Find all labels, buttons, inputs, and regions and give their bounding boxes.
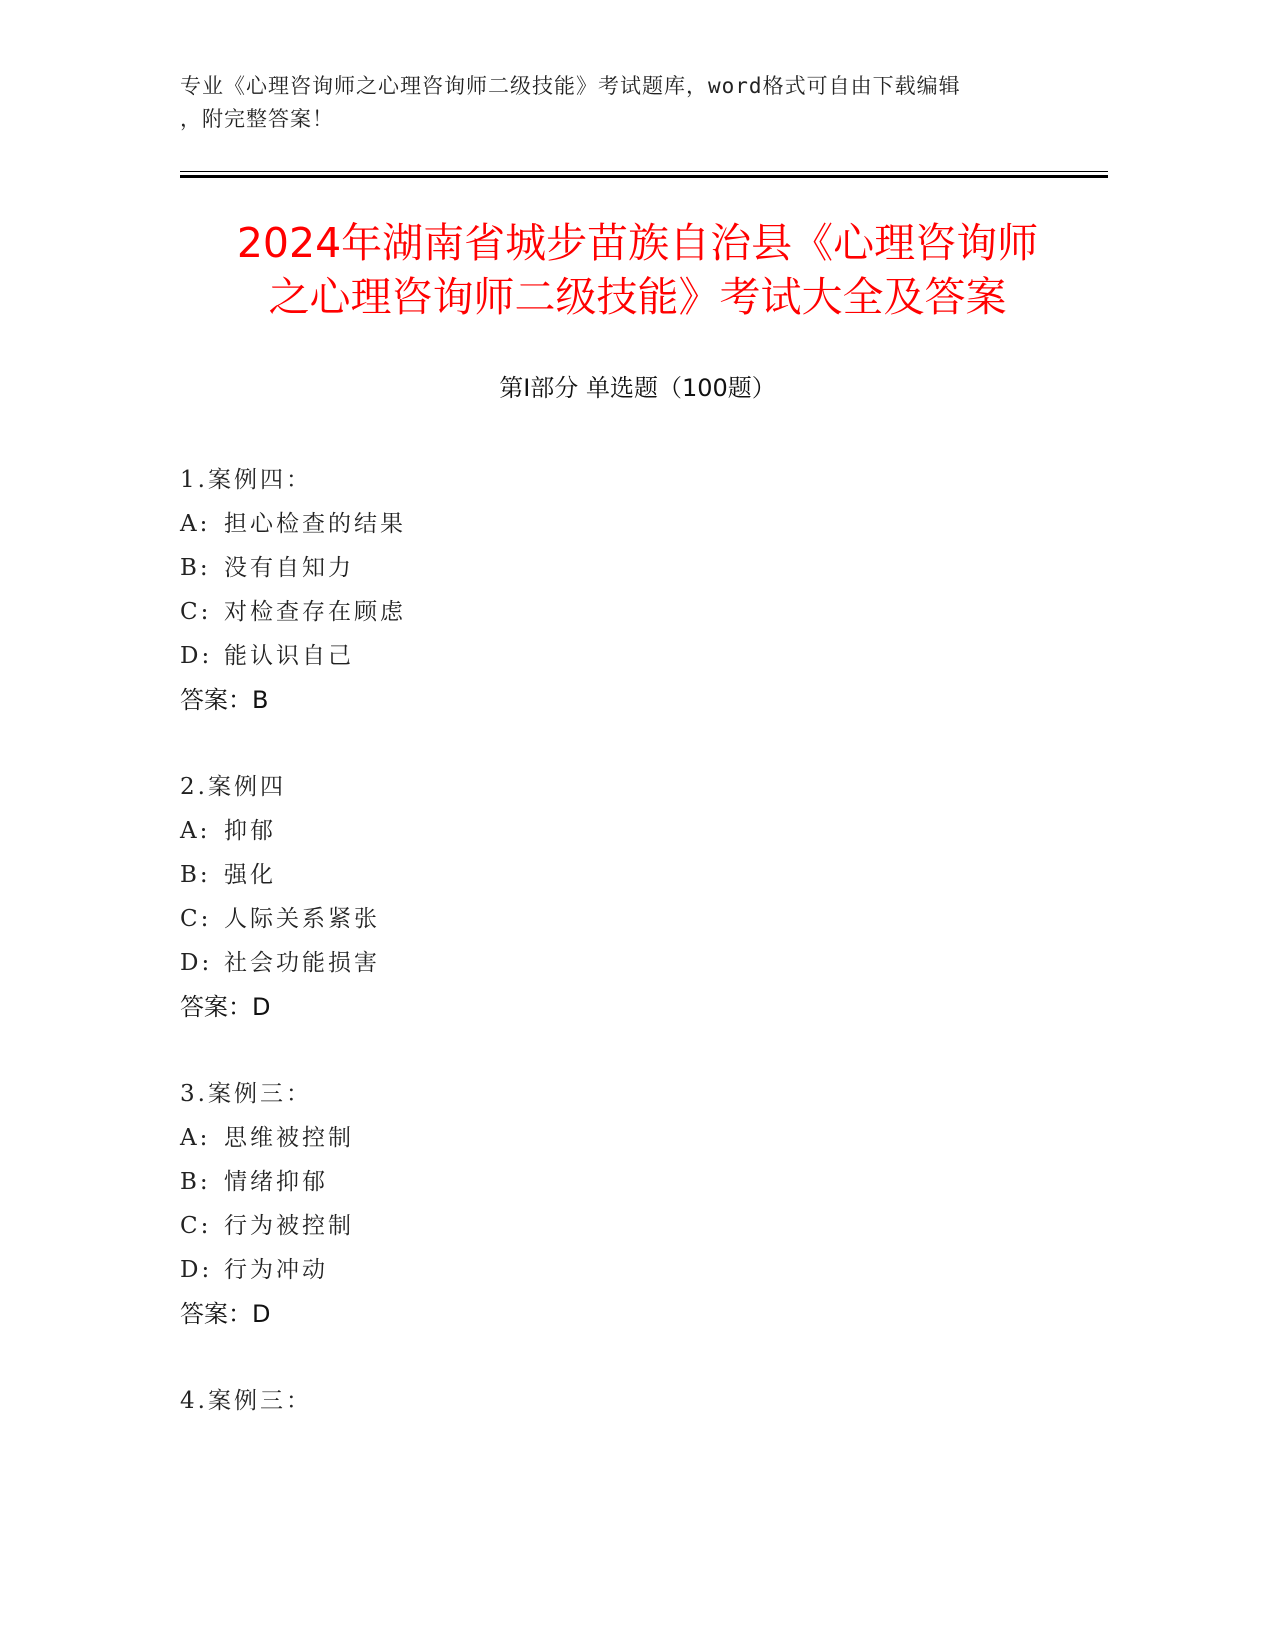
question-block — [180, 1379, 1080, 1423]
option-letter: C: — [180, 906, 212, 932]
option-text: 对检查存在顾虑 — [224, 599, 406, 625]
header-divider-thick — [180, 175, 1108, 178]
answer-label: 答案： — [180, 993, 252, 1021]
answer-label: 答案： — [180, 1300, 252, 1328]
header-note-line-2: ，附完整答案！ — [180, 107, 334, 131]
question-list — [180, 458, 1080, 1466]
option-letter: D: — [180, 643, 213, 669]
question-stem: 3.案例三： — [180, 1081, 312, 1107]
section-heading: 第Ⅰ部分 单选题（100题） — [499, 374, 776, 402]
question-block — [180, 1072, 1080, 1336]
question-block — [180, 458, 1080, 722]
question-block — [180, 765, 1080, 1029]
answer-label: 答案： — [180, 686, 252, 714]
option-text: 没有自知力 — [224, 555, 354, 581]
option-text: 社会功能损害 — [224, 950, 380, 976]
answer-value: B — [252, 686, 269, 714]
answer-line — [180, 985, 1080, 1029]
option-text: 人际关系紧张 — [224, 906, 380, 932]
answer-line — [180, 678, 1080, 722]
option-text: 行为冲动 — [224, 1257, 328, 1283]
question-option — [180, 941, 1080, 985]
answer-value: D — [252, 993, 271, 1021]
header-note — [180, 70, 1060, 136]
document-title — [120, 216, 1155, 324]
question-option — [180, 1204, 1080, 1248]
question-option — [180, 634, 1080, 678]
document-title-line-1: 2024年湖南省城步苗族自治县《心理咨询师 — [236, 219, 1039, 267]
question-stem: 1.案例四： — [180, 467, 312, 493]
document-title-line-2: 之心理咨询师二级技能》考试大全及答案 — [268, 273, 1007, 321]
option-text: 思维被控制 — [224, 1125, 354, 1151]
question-stem: 2.案例四 — [180, 774, 286, 800]
option-letter: C: — [180, 599, 212, 625]
option-letter: A: — [180, 1125, 211, 1151]
option-text: 担心检查的结果 — [224, 511, 406, 537]
option-letter: B: — [180, 1169, 211, 1195]
option-text: 抑郁 — [224, 818, 276, 844]
header-note-line-1: 专业《心理咨询师之心理咨询师二级技能》考试题库，word格式可自由下载编辑 — [180, 74, 961, 98]
option-letter: B: — [180, 862, 211, 888]
option-letter: D: — [180, 1257, 213, 1283]
question-option — [180, 809, 1080, 853]
question-option — [180, 853, 1080, 897]
question-option — [180, 502, 1080, 546]
option-letter: A: — [180, 511, 211, 537]
option-text: 行为被控制 — [224, 1213, 354, 1239]
option-letter: B: — [180, 555, 211, 581]
option-text: 能认识自己 — [224, 643, 354, 669]
question-option — [180, 897, 1080, 941]
question-option — [180, 1116, 1080, 1160]
option-letter: A: — [180, 818, 211, 844]
question-option — [180, 1160, 1080, 1204]
header-divider-thin — [180, 171, 1108, 172]
answer-value: D — [252, 1300, 271, 1328]
option-text: 情绪抑郁 — [224, 1169, 328, 1195]
option-letter: D: — [180, 950, 213, 976]
option-text: 强化 — [224, 862, 276, 888]
answer-line — [180, 1292, 1080, 1336]
question-option — [180, 1248, 1080, 1292]
question-option — [180, 546, 1080, 590]
question-option — [180, 590, 1080, 634]
option-letter: C: — [180, 1213, 212, 1239]
question-stem: 4.案例三： — [180, 1388, 312, 1414]
